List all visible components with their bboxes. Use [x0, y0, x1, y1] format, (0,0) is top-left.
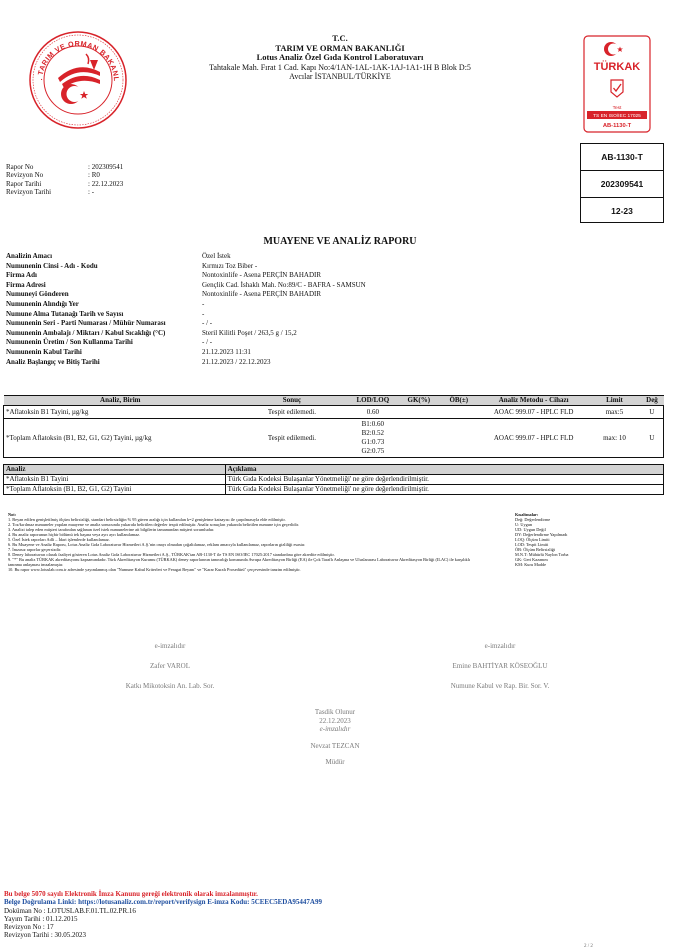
note-item: 5. Özel İstek raporları Adli – İdari işlemlerde kullanılamaz. [8, 537, 110, 542]
note-item: 1. Beyan edilen genişletilmiş ölçüm belirsizliği, standart belirsizliğin % 95 güven aralığı için kullanılan k=2 genişletme katsayısı ile çarpılmasıyla elde edilmiştir. [8, 517, 286, 522]
sig-right-title: Numune Kabul ve Rap. Bir. Sor. V. [450, 682, 550, 690]
cell-analysis: *Toplam Aflatoksin (B1, B2, G1, G2) Tayini, µg/kg [4, 419, 238, 458]
cell-expl-analysis: *Aflatoksin B1 Tayini [4, 475, 226, 485]
cell-lod: 0.60 [347, 406, 399, 419]
sample-info [6, 252, 366, 367]
header-ministry: TARIM VE ORMAN BAKANLIĞI [275, 42, 405, 53]
info-value: Özel İstek [202, 252, 231, 260]
notes [8, 512, 478, 572]
footer [4, 890, 322, 940]
meta-value: : R0 [88, 171, 100, 180]
info-label: Firma Adı [6, 271, 37, 280]
turkak-test-label: Test [612, 106, 622, 111]
signature-right [390, 641, 610, 691]
report-meta [6, 163, 123, 196]
turkak-accreditation-icon [583, 35, 651, 133]
footer-publish-date: Yayım Tarihi : 01.12.2015 [4, 914, 78, 923]
turkak-standard: TS EN ISO/IEC 17025 [593, 114, 641, 119]
abbr-item: DY: Değerlendirme Yapılmadı [515, 532, 568, 537]
turkak-logo [583, 35, 651, 133]
cell-limit: max: 10 [589, 419, 641, 458]
meta-label: Rapor No [6, 163, 34, 171]
info-label: Numuneyi Gönderen [6, 290, 69, 299]
col-expl-analysis: Analiz [4, 465, 226, 475]
cell-result: Tespit edilemedi. [237, 406, 347, 419]
report-title: MUAYENE VE ANALİZ RAPORU [263, 236, 417, 247]
meta-label: Revizyon Tarihi [6, 187, 52, 196]
abbr-item: KM: Kuru Madde [515, 562, 547, 567]
id-date-code: 12-23 [611, 206, 633, 216]
note-item: 7. İmzasız raporlar geçersizdir. [8, 547, 62, 552]
cell-method: AOAC 999.07 - HPLC FLD [479, 406, 589, 419]
info-value: - / - [202, 338, 213, 347]
results-header-row [4, 396, 664, 406]
lod-g2: G2:0.75 [361, 447, 385, 455]
info-value: Steril Kilitli Poşet / 263,5 g / 15,2 [202, 328, 297, 337]
col-expl-text: Açıklama [225, 465, 663, 475]
sig-right-name: Emine BAHTİYAR KÖSEOĞLU [452, 662, 548, 670]
footer-verify-link[interactable]: Belge Doğrulama Linki: https://lotusanaliz.com.tr/report/verifysign E-imza Kodu: 5CEEC5EDA95447A99 [4, 898, 322, 907]
col-deg: Değ [640, 396, 663, 406]
meta-value: : 22.12.2023 [88, 179, 124, 188]
cell-ob [439, 406, 479, 419]
header-lab-name: Lotus Analiz Özel Gıda Kontrol Laboratuvarı [256, 52, 424, 62]
cell-expl-text: Türk Gıda Kodeksi Bulaşanlar Yönetmeliği' ne göre değerlendirilmiştir. [225, 485, 663, 495]
header-tc: T.C. [332, 33, 348, 43]
lod-b2: B2:0.52 [361, 429, 385, 437]
header-address-1: Tahtakale Mah. Fırat 1 Cad. Kapı No:4/1AN-1AL-1AK-1AJ-1A1-1H B Blok D:5 [209, 62, 471, 72]
sig-center-name: Nevzat TEZCAN [310, 741, 360, 750]
explanation-table [3, 464, 664, 495]
header-address-2: Avcılar İSTANBUL/TÜRKİYE [289, 72, 391, 81]
meta-value: : 202309541 [88, 163, 124, 171]
lod-b1: B1:0.60 [361, 420, 385, 428]
meta-label: Rapor Tarihi [6, 179, 42, 188]
lab-header [140, 34, 540, 82]
info-label: Numunenin Ambalajı / Miktarı / Kabul Sıcaklığı (°C) [6, 328, 166, 337]
id-report-no: 202309541 [581, 171, 663, 198]
abbreviations [515, 512, 665, 567]
note-item: 8. Deney laboratuvarı olarak faaliyet gösteren Lotus Analiz Gıda Laboratuvar Hizmetleri A.Ş., TÜRKAK'tan AB-1130-T ile TS EN ISO/IEC 17025:2017 standardına göre akredite edilmiştir. [8, 552, 335, 557]
lod-g1: G1:0.73 [361, 438, 385, 446]
id-accreditation: AB-1130-T [581, 144, 663, 171]
footer-doc-no: Doküman No : LOTUSLAB.F.01.TL.02.PR.16 [4, 906, 136, 915]
abbr-item: LOQ: Ölçüm Limiti [515, 537, 550, 542]
note-item: 3. Analizi talep eden müşteri tarafından sağlanan özel istek numunelerine ait bilgilerin tamamından müşteri sorumludur. [8, 527, 215, 532]
info-label: Numune Alma Tutanağı Tarih ve Sayısı [6, 309, 124, 318]
table-row [4, 406, 664, 419]
meta-label: Revizyon No [6, 171, 44, 180]
sig-left-title: Katkı Mikotoksin An. Lab. Sor. [125, 682, 215, 690]
cell-expl-analysis: *Toplam Aflatoksin (B1, B2, G1, G2) Tayini [4, 485, 226, 495]
info-label: Numunenin Alındığı Yer [6, 299, 79, 308]
info-value: Nontoxinlife - Asena PERÇİN BAHADIR [202, 290, 321, 299]
info-value: 21.12.2023 / 22.12.2023 [202, 357, 271, 366]
cell-gk [399, 419, 439, 458]
col-result: Sonuç [237, 396, 347, 406]
footer-revision-date: Revizyon Tarihi : 30.05.2023 [4, 931, 87, 940]
signature-left [60, 641, 280, 691]
notes-title: Not: [8, 512, 17, 517]
sig-left-name: Zafer VAROL [150, 662, 190, 670]
col-lod: LOD/LOQ [347, 396, 399, 406]
table-row [4, 475, 664, 485]
ministry-logo [28, 30, 128, 130]
cell-ob [439, 419, 479, 458]
abbr-title: Kısaltmalar: [515, 512, 539, 517]
svg-text:T.C. TARIM VE ORMAN BAKANLIĞI: . TARIM VE ORMAN BAKANL [35, 38, 122, 82]
abbr-item: ÖB: Ölçüm Belirsizliği [515, 547, 556, 552]
info-value: Gençlik Cad. İshaklı Mah. No:89/C - BAFRA - SAMSUN [202, 280, 366, 289]
info-value: - / - [202, 319, 213, 328]
page-number: 2 / 2 [584, 944, 593, 949]
info-value: Kırmızı Toz Biber - [202, 261, 258, 270]
signature-center [230, 708, 440, 767]
info-label: Analiz Başlangıç ve Bitiş Tarihi [6, 357, 100, 366]
footer-revision-no: Revizyon No : 17 [4, 923, 54, 932]
explanation-header-row [4, 465, 664, 475]
info-value: - [202, 299, 205, 308]
col-gk: GK(%) [399, 396, 439, 406]
info-label: Firma Adresi [6, 280, 46, 289]
col-limit: Limit [589, 396, 641, 406]
turkak-brand: TÜRKAK [593, 61, 641, 73]
note-item: 2. Toz/kırılmaz numuneler yapılan muayene ve analiz sonucunda yukarıda belirtilen değerler tespit edilmiştir. Analiz sonuçları yukarıda belirtilen numune için geçerlidir. [8, 522, 299, 527]
info-label: Numunenin Cinsi - Adı - Kodu [6, 261, 98, 270]
info-label: Numunenin Seri - Parti Numarası / Mühür Numarası [6, 319, 166, 328]
abbr-item: Değ: Değerlendirme [515, 517, 551, 522]
info-label: Numunenin Kabul Tarihi [6, 347, 82, 356]
report-id-box [580, 143, 664, 223]
note-item: 6. Bu Muayene ve Analiz Raporu, Lotus Analiz Gıda Laboratuvar Hizmetleri A.Ş.'nin onayı olmadan çoğaltılamaz, reklam amacıyla kullanılamaz, raporların gizliliği esastır. [8, 542, 306, 547]
sig-center-date: 22.12.2023 [319, 716, 351, 725]
turkak-code: AB-1130-T [602, 123, 632, 129]
cell-gk [399, 406, 439, 419]
cell-method: AOAC 999.07 - HPLC FLD [479, 419, 589, 458]
table-row [4, 419, 664, 458]
note-item: 10. Bu rapor www.lotuslab.com.tr adresinde yayımlanmış olan "Numune Kabul Kriterleri ve Feragat Beyanı" ve "Karar Kuralı Prosedürü" çerçevesinde tanzim edilmiştir. [8, 567, 301, 572]
cell-deg: U [640, 419, 663, 458]
table-row [4, 485, 664, 495]
note-item: 9. "*" Bu analiz TÜRKAK akreditasyonu kapsamındadır. Türk Akreditasyon Kurumu (TÜRKAK) deney raporlarının tanınırlığı konusunda Avrupa Akreditasyon Birliği (EA) ile Çok Taraflı Anlaşma ve Uluslararası Laboratuvar Akreditasyon Birliği (ILAC) ile karşılıklı tanınma anlaşması imzalamıştır. [8, 557, 471, 567]
cell-deg: U [640, 406, 663, 419]
info-value: 21.12.2023 11:31 [202, 347, 251, 356]
abbr-item: M.N.T: Mühürlü Naylon Torba [515, 552, 569, 557]
sig-center-title: Müdür [325, 758, 345, 766]
results-table [3, 395, 664, 458]
col-method: Analiz Metodu - Cihazı [479, 396, 589, 406]
info-label: Numunenin Üretim / Son Kullanma Tarihi [6, 338, 133, 347]
col-analysis: Analiz, Birim [4, 396, 238, 406]
sig-left-esign: e-imzalıdır [154, 642, 186, 650]
col-ob: ÖB(±) [439, 396, 479, 406]
cell-lod [347, 419, 399, 458]
abbr-item: GK: Geri Kazanım [515, 557, 548, 562]
abbr-item: UD: Uygun Değil [515, 527, 546, 532]
ministry-seal-icon [28, 30, 128, 130]
meta-value: : - [88, 187, 95, 196]
sig-center-esign: e-imzalıdır [319, 725, 351, 733]
abbr-item: U: Uygun [515, 522, 533, 527]
sig-center-approved: Tasdik Olunur [314, 708, 356, 716]
footer-esign-notice: Bu belge 5070 sayılı Elektronik İmza Kanunu gereği elektronik olarak imzalanmıştır. [4, 890, 258, 898]
sig-right-esign: e-imzalıdır [484, 642, 516, 650]
cell-expl-text: Türk Gıda Kodeksi Bulaşanlar Yönetmeliği' ne göre değerlendirilmiştir. [225, 475, 663, 485]
info-label: Analizin Amacı [6, 252, 53, 260]
info-value: - [202, 309, 205, 318]
note-item: 4. Bu analiz raporunun hiçbir bölümü tek başına veya ayrı ayrı kullanılamaz. [8, 532, 141, 537]
info-value: Nontoxinlife - Asena PERÇİN BAHADIR [202, 271, 321, 280]
abbr-item: LOD: Tespit Limiti [515, 542, 549, 547]
cell-result: Tespit edilemedi. [237, 419, 347, 458]
cell-analysis: *Aflatoksin B1 Tayini, µg/kg [4, 406, 238, 419]
cell-limit: max:5 [589, 406, 641, 419]
